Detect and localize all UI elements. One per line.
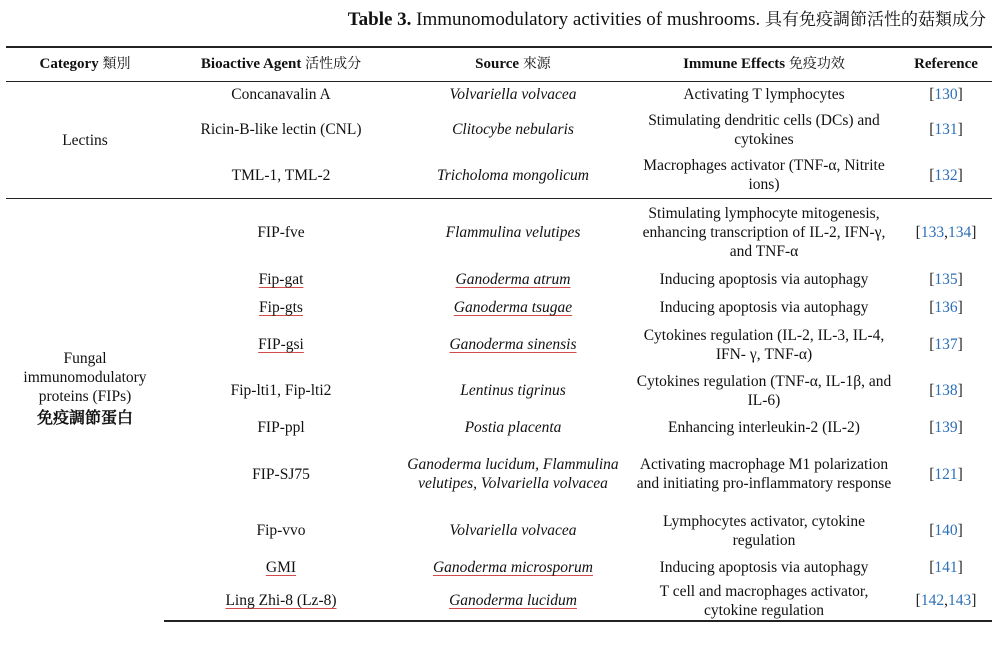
cell-source: Tricholoma mongolicum: [437, 166, 589, 184]
cell-reference: [136]: [929, 299, 963, 316]
cell-agent: Fip-vvo: [256, 522, 306, 539]
cell-agent: FIP-gsi: [258, 336, 304, 353]
table-row: [6, 82, 992, 107]
cell-agent: Fip-gat: [258, 271, 304, 288]
reference-link[interactable]: 143: [947, 592, 972, 609]
cell-reference: [142,143]: [900, 582, 992, 621]
cell-reference: [132]: [929, 166, 963, 184]
cell-reference: [133,134]: [900, 199, 992, 266]
cell-effects: Activating macrophage M1 polarization and initiating pro-inflammatory response: [636, 456, 892, 492]
cell-agent: Fip-gts: [259, 299, 303, 316]
cell-source: Volvariella volvacea: [449, 522, 577, 539]
header-reference: Reference: [900, 47, 992, 82]
cell-effects: Inducing apoptosis via autophagy: [659, 271, 869, 288]
table-body: [6, 82, 992, 621]
cell-source: Flammulina velutipes: [398, 199, 628, 266]
cell-category: [6, 199, 164, 621]
cell-agent: FIP-fve: [164, 199, 398, 266]
reference-link[interactable]: 136: [934, 299, 958, 316]
category-label: Lectins: [62, 131, 108, 149]
cell-reference: [131]: [929, 121, 963, 138]
cell-source: Ganoderma lucidum: [398, 582, 628, 621]
cell-category: [6, 82, 164, 199]
cell-effects: Cytokines regulation (IL-2, IL-3, IL-4, IFN- γ, TNF-α): [643, 326, 885, 363]
cell-effects: Inducing apoptosis via autophagy: [659, 299, 869, 316]
reference-link[interactable]: 121: [934, 465, 958, 483]
header-source: Source 來源: [398, 47, 628, 82]
cell-effects: Stimulating dendritic cells (DCs) and cytokines: [648, 111, 880, 148]
header-agent: Bioactive Agent 活性成分: [164, 47, 398, 82]
reference-link[interactable]: 142: [920, 592, 945, 609]
cell-effects: Macrophages activator (TNF-α, Nitrite ions): [643, 157, 885, 194]
cell-reference: [121]: [929, 465, 963, 483]
cell-effects: Stimulating lymphocyte mitogenesis, enhancing transcription of IL-2, IFN-γ, and TNF-α: [628, 199, 900, 266]
cell-source: Postia placenta: [464, 418, 562, 436]
cell-agent: Ricin-B-like lectin (CNL): [200, 121, 362, 138]
cell-agent: Ling Zhi-8 (Lz-8): [164, 582, 398, 621]
reference-link[interactable]: 134: [947, 223, 972, 241]
reference-link[interactable]: 138: [934, 382, 958, 399]
cell-effects: Inducing apoptosis via autophagy: [659, 559, 869, 576]
cell-effects: Activating T lymphocytes: [628, 82, 900, 107]
cell-reference: [137]: [929, 336, 963, 353]
cell-source: Clitocybe nebularis: [452, 121, 574, 138]
cell-source: Ganoderma tsugae: [453, 299, 573, 316]
immunomodulatory-table: [6, 46, 992, 622]
reference-link[interactable]: 132: [934, 166, 958, 184]
cell-agent: Fip-lti1, Fip-lti2: [230, 382, 332, 399]
cell-agent: FIP-SJ75: [252, 465, 310, 483]
cell-effects: Lymphocytes activator, cytokine regulation: [662, 512, 866, 549]
cell-effects: Enhancing interleukin-2 (IL-2): [668, 418, 860, 436]
table-row: [6, 199, 992, 266]
reference-link[interactable]: 130: [934, 85, 958, 103]
cell-agent: GMI: [265, 559, 297, 576]
cell-reference: [138]: [929, 382, 963, 399]
cell-source: Ganoderma sinensis: [449, 336, 577, 353]
cell-source: Lentinus tigrinus: [460, 382, 566, 399]
reference-link[interactable]: 140: [934, 522, 958, 539]
table-title: Immunomodulatory activities of mushrooms.: [416, 9, 761, 30]
reference-link[interactable]: 137: [934, 336, 958, 353]
cell-source: Volvariella volvacea: [398, 82, 628, 107]
cell-agent: FIP-ppl: [257, 418, 305, 436]
cell-source: Ganoderma atrum: [455, 271, 571, 288]
cell-reference: [139]: [929, 418, 963, 436]
cell-source: Ganoderma lucidum, Flammulina velutipes, Volvariella volvacea: [407, 456, 619, 492]
cell-reference: [141]: [929, 559, 963, 576]
cell-source: Ganoderma microsporum: [432, 559, 594, 576]
category-label: Fungal immunomodulatory proteins (FIPs): [23, 350, 147, 405]
category-label-zh: 免疫調節蛋白: [36, 408, 133, 427]
cell-reference: [140]: [929, 522, 963, 539]
table-caption: [348, 8, 986, 32]
reference-link[interactable]: 135: [934, 271, 958, 288]
cell-agent: TML-1, TML-2: [231, 166, 331, 184]
cell-effects: T cell and macrophages activator, cytokine regulation: [628, 582, 900, 621]
header-category: Category 類別: [6, 47, 164, 82]
header-row: [6, 47, 992, 82]
reference-link[interactable]: 139: [934, 418, 958, 436]
cell-agent: Concanavalin A: [164, 82, 398, 107]
reference-link[interactable]: 133: [920, 223, 945, 241]
header-effects: Immune Effects 免疫功效: [628, 47, 900, 82]
cell-reference: [135]: [929, 271, 963, 288]
cell-reference: [130]: [900, 82, 992, 107]
reference-link[interactable]: 131: [934, 121, 958, 138]
reference-link[interactable]: 141: [934, 559, 958, 576]
table-number: Table 3.: [347, 9, 412, 30]
cell-effects: Cytokines regulation (TNF-α, IL-1β, and IL-6): [636, 372, 892, 409]
table-title-zh: 具有免疫調節活性的菇類成分: [765, 10, 986, 30]
